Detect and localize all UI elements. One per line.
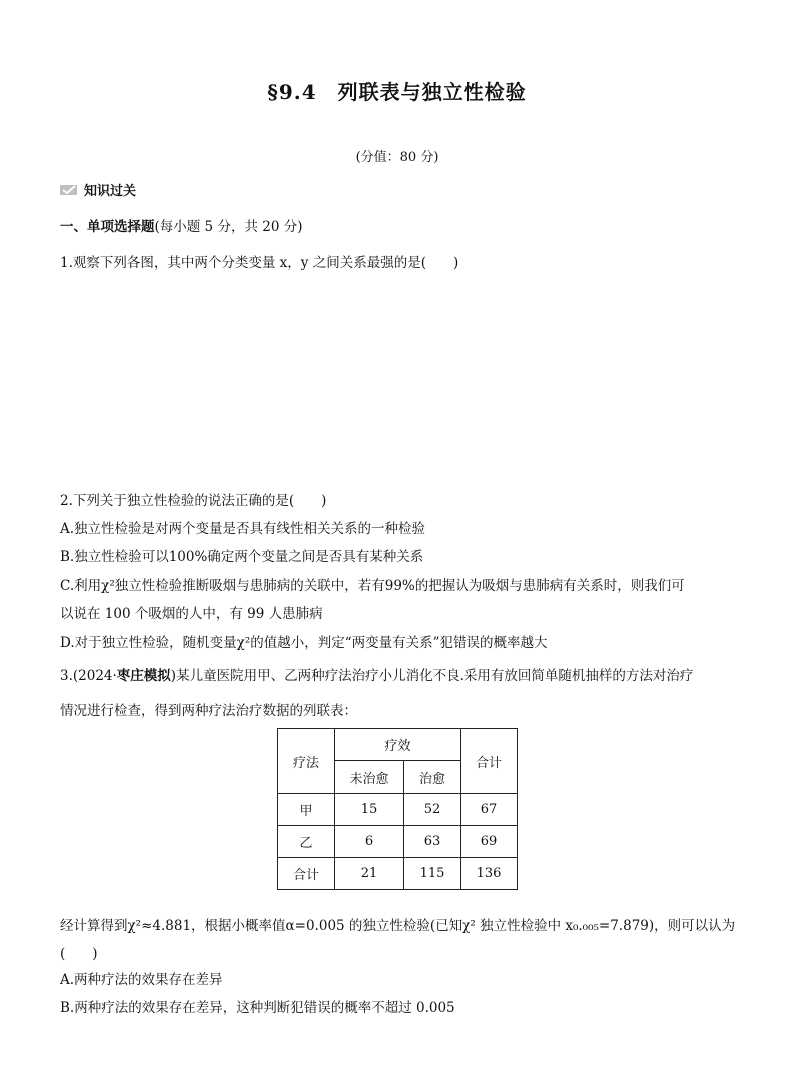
- cell-cured: 52: [404, 794, 461, 826]
- row-label: 甲: [278, 794, 335, 826]
- cell-total: 136: [461, 858, 518, 890]
- table-row: [278, 858, 518, 890]
- score-note: (分值：80 分): [355, 150, 439, 165]
- header-uncured: 未治愈: [335, 761, 404, 794]
- q3-prefix: 3.(2024·: [60, 668, 117, 684]
- row-label: 合计: [278, 858, 335, 890]
- part-heading: [60, 217, 302, 237]
- cell-total: 67: [461, 794, 518, 826]
- q3-source: 枣庄模拟: [116, 668, 171, 684]
- q2-option-c-line2: 以说在 100 个吸烟的人中，有 99 人患肺病: [60, 606, 323, 622]
- q2-option-b: B.独立性检验可以100%确定两个变量之间是否具有某种关系: [60, 549, 424, 565]
- cell-uncured: 15: [335, 794, 404, 826]
- cell-uncured: 21: [335, 858, 404, 890]
- row-label: 乙: [278, 826, 335, 858]
- chart-b: [404, 280, 534, 382]
- header-cured: 治愈: [404, 761, 461, 794]
- chart-c: [264, 382, 394, 484]
- chart-c-svg: [264, 382, 394, 480]
- part-note: (每小题 5 分，共 20 分): [154, 219, 303, 235]
- q1-stem: 1.观察下列各图，其中两个分类变量 x，y 之间关系最强的是( ): [60, 255, 459, 271]
- q3-option-a: A.两种疗法的效果存在差异: [60, 972, 223, 988]
- q3-stem-line2: 情况进行检查，得到两种疗法治疗数据的列联表：: [60, 703, 357, 719]
- q2-stem: 2.下列关于独立性检验的说法正确的是( ): [60, 493, 327, 509]
- q2-option-d: D.对于独立性检验，随机变量χ²的值越小，判定“两变量有关系”犯错误的概率越大: [60, 635, 548, 651]
- page-title: §9.4 列联表与独立性检验: [267, 80, 527, 104]
- section-title: 知识过关: [84, 184, 137, 199]
- cell-cured: 115: [404, 858, 461, 890]
- q3-result-line1: 经计算得到χ²≈4.881，根据小概率值α=0.005 的独立性检验(已知χ² 独立性检验中 x₀.₀₀₅=7.879)，则可以认为: [60, 918, 736, 934]
- chart-a-svg: [264, 280, 394, 378]
- contingency-table: [277, 728, 518, 890]
- q2-option-a: A.独立性检验是对两个变量是否具有线性相关关系的一种检验: [60, 521, 426, 537]
- q3-stem-line1: [60, 666, 693, 686]
- cell-cured: 63: [404, 826, 461, 858]
- chart-a: [264, 280, 394, 382]
- q3-result-line2: ( ): [60, 946, 98, 962]
- q2-option-c-line1: C.利用χ²独立性检验推断吸烟与患肺病的关联中，若有99%的把握认为吸烟与患肺病有关系时，则我们可: [60, 578, 685, 594]
- header-total: 合计: [461, 729, 518, 794]
- cell-uncured: 6: [335, 826, 404, 858]
- chart-d: [404, 382, 534, 484]
- chart-d-svg: [404, 382, 534, 480]
- section-header: [60, 180, 136, 199]
- header-effect: 疗效: [335, 729, 461, 761]
- cell-total: 69: [461, 826, 518, 858]
- table-row: [278, 826, 518, 858]
- q3-stem-rest: )某儿童医院用甲、乙两种疗法治疗小儿消化不良.采用有放回简单随机抽样的方法对治疗: [170, 668, 694, 684]
- table-row: [278, 794, 518, 826]
- checkmark-icon: [60, 184, 78, 196]
- q3-option-b: B.两种疗法的效果存在差异，这种判断犯错误的概率不超过 0.005: [60, 1000, 455, 1016]
- header-method: 疗法: [278, 729, 335, 794]
- part-title: 一、单项选择题: [60, 219, 155, 235]
- chart-b-svg: [404, 280, 534, 378]
